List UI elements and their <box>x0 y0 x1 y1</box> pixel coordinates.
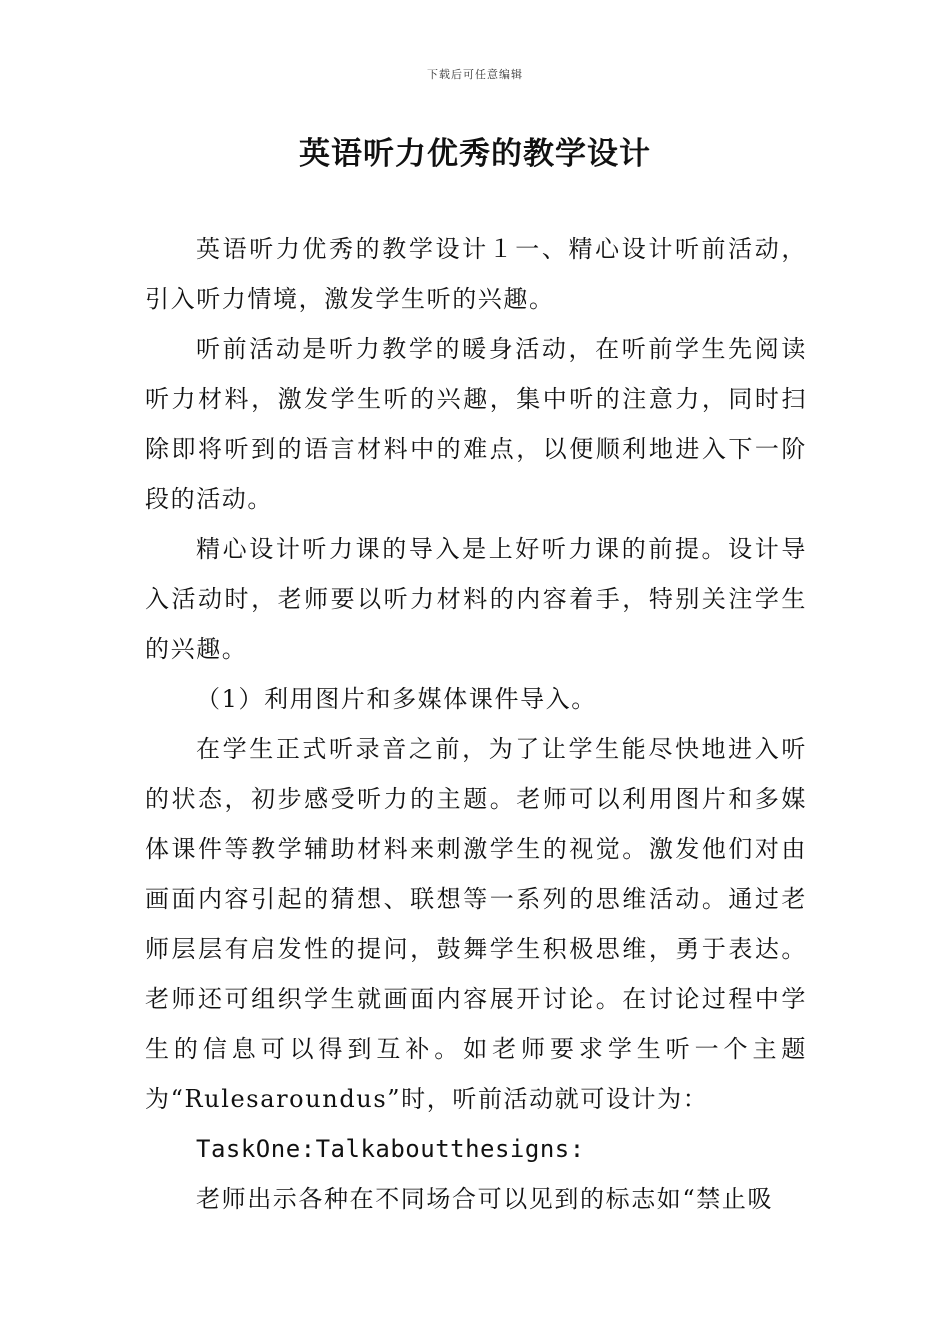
header-note: 下载后可任意编辑 <box>427 68 523 81</box>
paragraph-subheading: （1）利用图片和多媒体课件导入。 <box>196 685 597 713</box>
paragraph-multimedia: 在学生正式听录音之前，为了让学生能尽快地进入听的状态，初步感受听力的主题。老师可以利用图片和多媒体课件等教学辅助材料来刺激学生的视觉。激发他们对由画面内容引起的猜想、联想等一系列的思维活动。通过老师层层有启发性的提问，鼓舞学生积极思维，勇于表达。老师还可组织学生就画面内容展开讨论。在讨论过程中学生的信息可以得到互补。如老师要求学生听一个主题为“Rulesaroundus”时，听前活动就可设计为： <box>145 735 807 1113</box>
paragraph-task-one: TaskOne:Talkaboutthesigns: <box>196 1135 585 1163</box>
paragraph-pre-listening: 听前活动是听力教学的暖身活动，在听前学生先阅读听力材料，激发学生听的兴趣，集中听的注意力，同时扫除即将听到的语言材料中的难点，以便顺利地进入下一阶段的活动。 <box>145 335 807 513</box>
document-body <box>145 224 807 1224</box>
document-title: 英语听力优秀的教学设计 <box>299 136 651 172</box>
paragraph-intro: 英语听力优秀的教学设计１一、精心设计听前活动，引入听力情境，激发学生听的兴趣。 <box>145 235 807 313</box>
paragraph-lead-in: 精心设计听力课的导入是上好听力课的前提。设计导入活动时，老师要以听力材料的内容着手，特别关注学生的兴趣。 <box>145 535 807 663</box>
paragraph-signs: 老师出示各种在不同场合可以见到的标志如“禁止吸 <box>196 1185 774 1213</box>
